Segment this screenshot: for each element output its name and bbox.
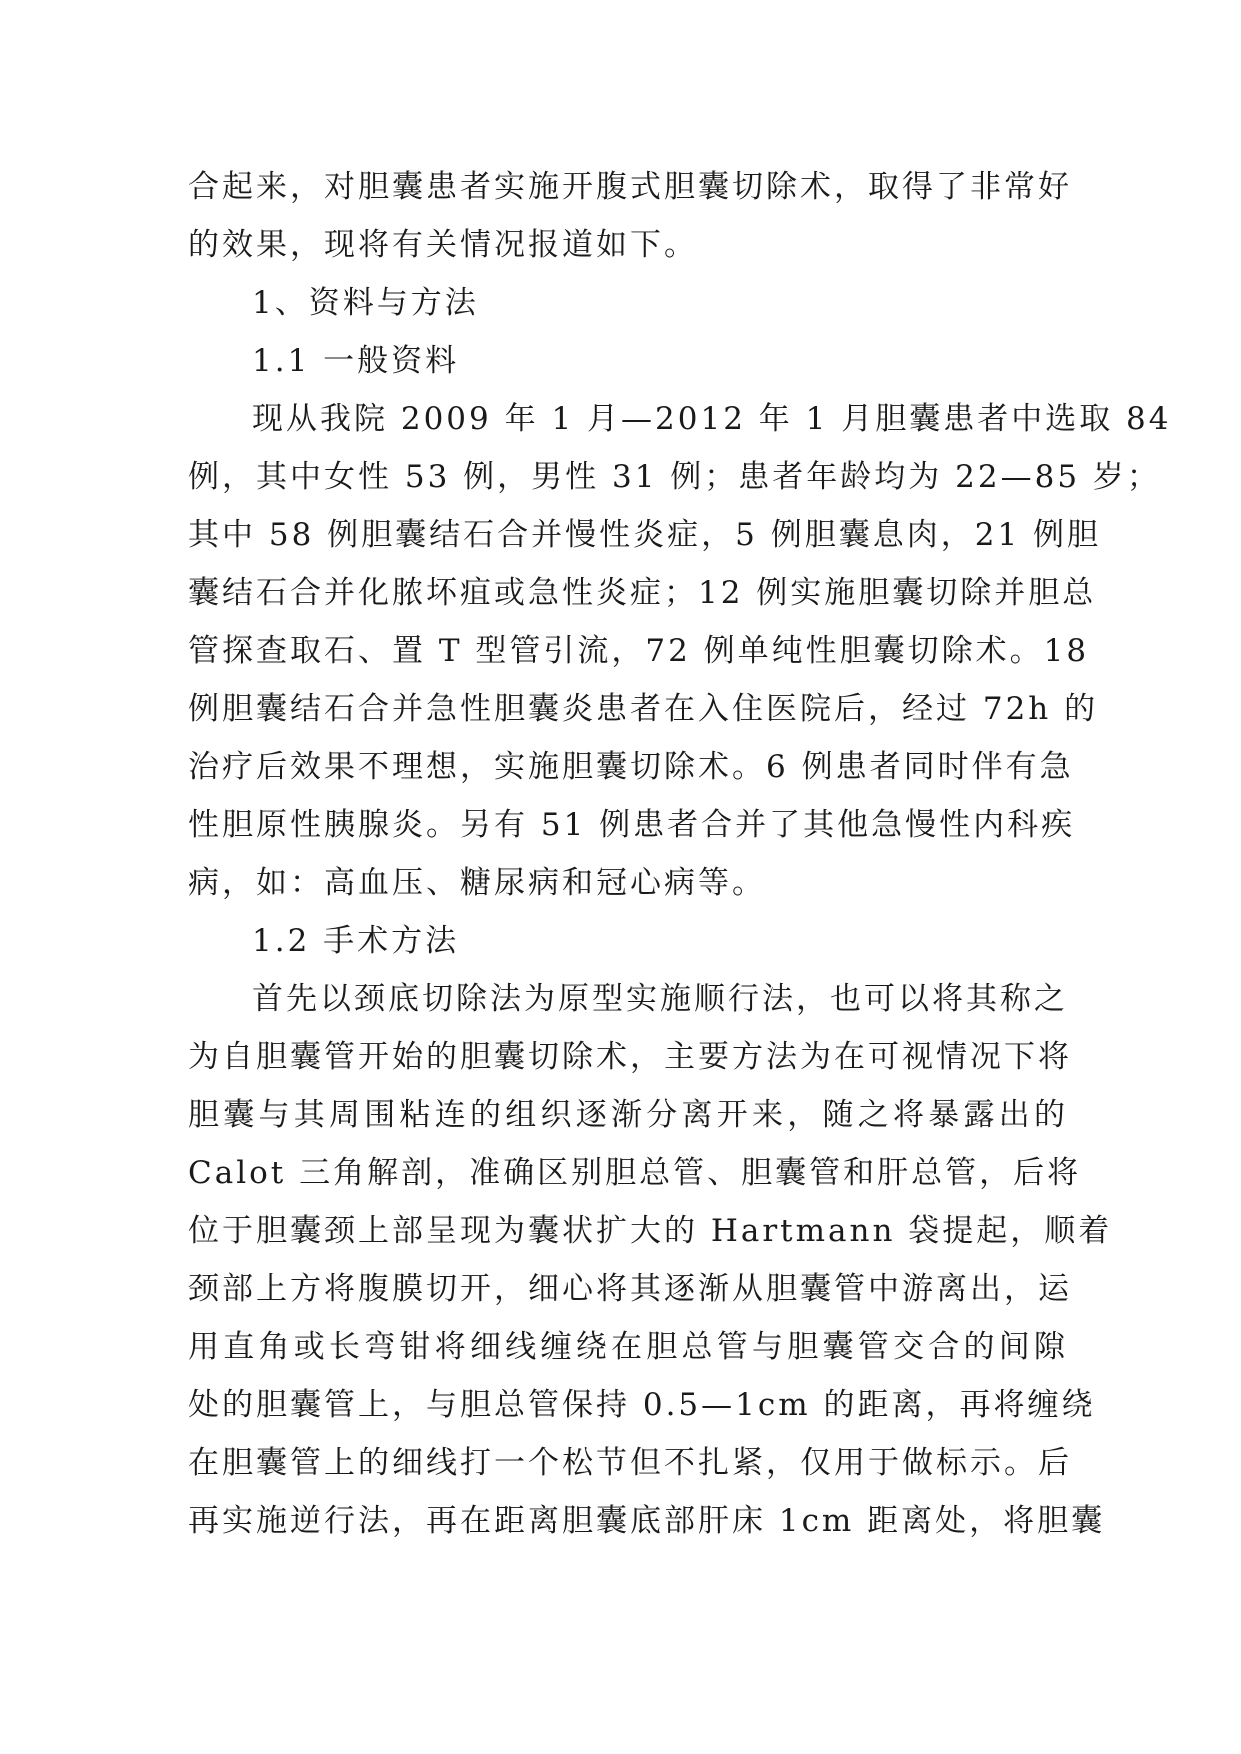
text-line: 现从我院 2009 年 1 月—2012 年 1 月胆囊患者中选取 84 xyxy=(252,401,1172,437)
text-line: 管探查取石、置 T 型管引流，72 例单纯性胆囊切除术。18 xyxy=(188,633,1090,669)
text-line: 为自胆囊管开始的胆囊切除术，主要方法为在可视情况下将 xyxy=(188,1039,1072,1075)
text-line: 1、资料与方法 xyxy=(252,285,479,321)
text-line: 胆囊与其周围粘连的组织逐渐分离开来，随之将暴露出的 xyxy=(188,1097,1068,1133)
text-line: 例胆囊结石合并急性胆囊炎患者在入住医院后，经过 72h 的 xyxy=(188,691,1099,727)
text-line: 性胆原性胰腺炎。另有 51 例患者合并了其他急慢性内科疾 xyxy=(188,807,1076,843)
text-line: 处的胆囊管上，与胆总管保持 0.5—1cm 的距离，再将缠绕 xyxy=(188,1387,1096,1423)
text-line: 其中 58 例胆囊结石合并慢性炎症，5 例胆囊息肉，21 例胆 xyxy=(188,517,1102,553)
text-line: 再实施逆行法，再在距离胆囊底部肝床 1cm 距离处，将胆囊 xyxy=(188,1503,1106,1539)
text-line: 的效果，现将有关情况报道如下。 xyxy=(188,227,698,263)
text-line: 病，如：高血压、糖尿病和冠心病等。 xyxy=(188,865,766,901)
text-line: 例，其中女性 53 例，男性 31 例；患者年龄均为 22—85 岁； xyxy=(188,459,1161,495)
text-line: 用直角或长弯钳将细线缠绕在胆总管与胆囊管交合的间隙 xyxy=(188,1329,1068,1365)
text-line: Calot 三角解剖，准确区别胆总管、胆囊管和肝总管，后将 xyxy=(188,1155,1082,1191)
text-line: 囊结石合并化脓坏疽或急性炎症；12 例实施胆囊切除并胆总 xyxy=(188,575,1097,611)
text-line: 在胆囊管上的细线打一个松节但不扎紧，仅用于做标示。后 xyxy=(188,1445,1072,1481)
text-line: 1.2 手术方法 xyxy=(252,923,460,959)
text-line: 治疗后效果不理想，实施胆囊切除术。6 例患者同时伴有急 xyxy=(188,749,1074,785)
text-line: 1.1 一般资料 xyxy=(252,343,460,379)
text-line: 首先以颈底切除法为原型实施顺行法，也可以将其称之 xyxy=(252,981,1068,1017)
document-body xyxy=(188,158,1172,1550)
text-line: 位于胆囊颈上部呈现为囊状扩大的 Hartmann 袋提起，顺着 xyxy=(188,1213,1113,1249)
text-line: 合起来，对胆囊患者实施开腹式胆囊切除术，取得了非常好 xyxy=(188,169,1072,205)
text-line: 颈部上方将腹膜切开，细心将其逐渐从胆囊管中游离出，运 xyxy=(188,1271,1072,1307)
